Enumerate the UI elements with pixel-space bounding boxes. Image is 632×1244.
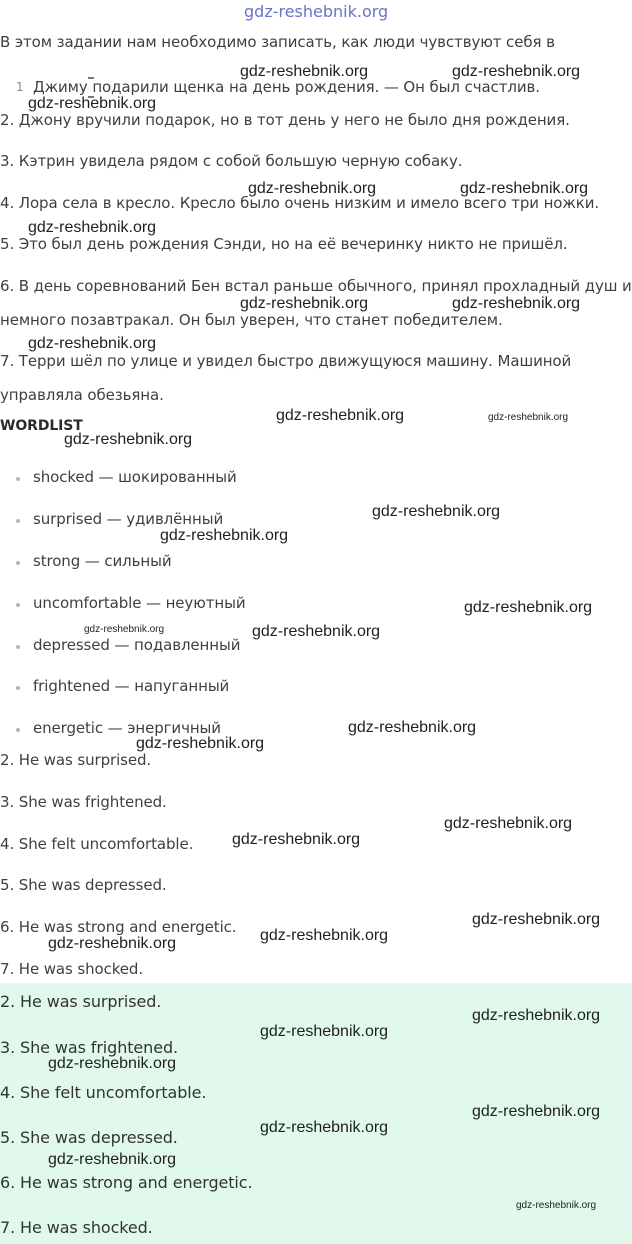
highlighted-answer-6: 6. He was strong and energetic. bbox=[0, 1173, 253, 1192]
bullet-icon bbox=[16, 519, 20, 523]
task-item-6-line1: 6. В день соревнований Бен встал раньше обычного, принял прохладный душ и bbox=[0, 277, 632, 295]
site-title[interactable]: gdz-reshebnik.org bbox=[244, 2, 389, 21]
watermark: gdz-reshebnik.org bbox=[252, 623, 381, 640]
answer-2: 2. He was surprised. bbox=[0, 751, 152, 769]
watermark: gdz-reshebnik.org bbox=[444, 815, 573, 832]
watermark: gdz-reshebnik.org bbox=[488, 412, 569, 423]
task-item-6-line2: немного позавтракал. Он был уверен, что станет победителем. bbox=[0, 311, 503, 329]
watermark: gdz-reshebnik.org bbox=[452, 295, 581, 312]
bullet-icon bbox=[16, 728, 20, 732]
watermark: gdz-reshebnik.org bbox=[472, 1103, 601, 1120]
bullet-icon bbox=[16, 561, 20, 565]
answer-7: 7. He was shocked. bbox=[0, 960, 144, 978]
watermark: gdz-reshebnik.org bbox=[464, 599, 593, 616]
highlighted-answer-2: 2. He was surprised. bbox=[0, 992, 162, 1011]
watermark: gdz-reshebnik.org bbox=[248, 180, 377, 197]
wordlist-item: surprised — удивлённый bbox=[33, 510, 224, 528]
wordlist-item: frightened — напуганный bbox=[33, 677, 230, 695]
answer-3: 3. She was frightened. bbox=[0, 793, 167, 811]
cropped-line-fragment bbox=[88, 64, 108, 67]
item-number-1: 1 bbox=[16, 80, 24, 94]
bullet-icon bbox=[16, 477, 20, 481]
task-item-4: 4. Лора села в кресло. Кресло было очень низким и имело всего три ножки. bbox=[0, 194, 600, 212]
watermark: gdz-reshebnik.org bbox=[48, 935, 177, 952]
watermark: gdz-reshebnik.org bbox=[460, 180, 589, 197]
wordlist-item: uncomfortable — неуютный bbox=[33, 594, 246, 612]
task-item-5: 5. Это был день рождения Сэнди, но на её вечеринку никто не пришёл. bbox=[0, 235, 568, 253]
watermark: gdz-reshebnik.org bbox=[240, 295, 369, 312]
watermark: gdz-reshebnik.org bbox=[160, 527, 289, 544]
highlighted-answer-3: 3. She was frightened. bbox=[0, 1038, 178, 1057]
task-item-7-line1: 7. Терри шёл по улице и увидел быстро движущуюся машину. Машиной bbox=[0, 352, 572, 370]
watermark: gdz-reshebnik.org bbox=[232, 831, 361, 848]
watermark: gdz-reshebnik.org bbox=[28, 219, 157, 236]
wordlist-item: strong — сильный bbox=[33, 552, 172, 570]
highlighted-answer-5: 5. She was depressed. bbox=[0, 1128, 178, 1147]
answer-4: 4. She felt uncomfortable. bbox=[0, 835, 194, 853]
wordlist-item: energetic — энергичный bbox=[33, 719, 221, 737]
answer-5: 5. She was depressed. bbox=[0, 876, 167, 894]
watermark: gdz-reshebnik.org bbox=[48, 1055, 177, 1072]
task-item-3: 3. Кэтрин увидела рядом с собой большую черную собаку. bbox=[0, 152, 463, 170]
task-item-2: 2. Джону вручили подарок, но в тот день у него не было дня рождения. bbox=[0, 111, 570, 129]
highlighted-answer-7: 7. He was shocked. bbox=[0, 1218, 153, 1237]
watermark: gdz-reshebnik.org bbox=[372, 503, 501, 520]
answer-6: 6. He was strong and energetic. bbox=[0, 918, 237, 936]
task-intro: В этом задании нам необходимо записать, как люди чувствуют себя в bbox=[0, 33, 555, 51]
watermark: gdz-reshebnik.org bbox=[452, 63, 581, 80]
wordlist-item: depressed — подавленный bbox=[33, 636, 241, 654]
bullet-icon bbox=[16, 603, 20, 607]
watermark: gdz-reshebnik.org bbox=[136, 735, 265, 752]
watermark: gdz-reshebnik.org bbox=[28, 335, 157, 352]
watermark: gdz-reshebnik.org bbox=[64, 431, 193, 448]
watermark: gdz-reshebnik.org bbox=[260, 1119, 389, 1136]
highlighted-answer-4: 4. She felt uncomfortable. bbox=[0, 1083, 207, 1102]
watermark: gdz-reshebnik.org bbox=[472, 1007, 601, 1024]
watermark: gdz-reshebnik.org bbox=[240, 63, 369, 80]
watermark: gdz-reshebnik.org bbox=[348, 719, 477, 736]
bullet-icon bbox=[16, 645, 20, 649]
watermark: gdz-reshebnik.org bbox=[516, 1200, 597, 1211]
watermark: gdz-reshebnik.org bbox=[260, 927, 389, 944]
watermark: gdz-reshebnik.org bbox=[472, 911, 601, 928]
wordlist-title: WORDLIST bbox=[0, 418, 83, 434]
watermark: gdz-reshebnik.org bbox=[260, 1023, 389, 1040]
watermark: gdz-reshebnik.org bbox=[276, 407, 405, 424]
watermark: gdz-reshebnik.org bbox=[84, 624, 165, 635]
watermark: gdz-reshebnik.org bbox=[48, 1151, 177, 1168]
wordlist-item: shocked — шокированный bbox=[33, 468, 237, 486]
task-item-7-line2: управляла обезьяна. bbox=[0, 386, 164, 404]
bullet-icon bbox=[16, 686, 20, 690]
task-item-1: Джиму подарили щенка на день рождения. — Он был счастлив. bbox=[33, 78, 540, 96]
watermark: gdz-reshebnik.org bbox=[28, 95, 157, 112]
